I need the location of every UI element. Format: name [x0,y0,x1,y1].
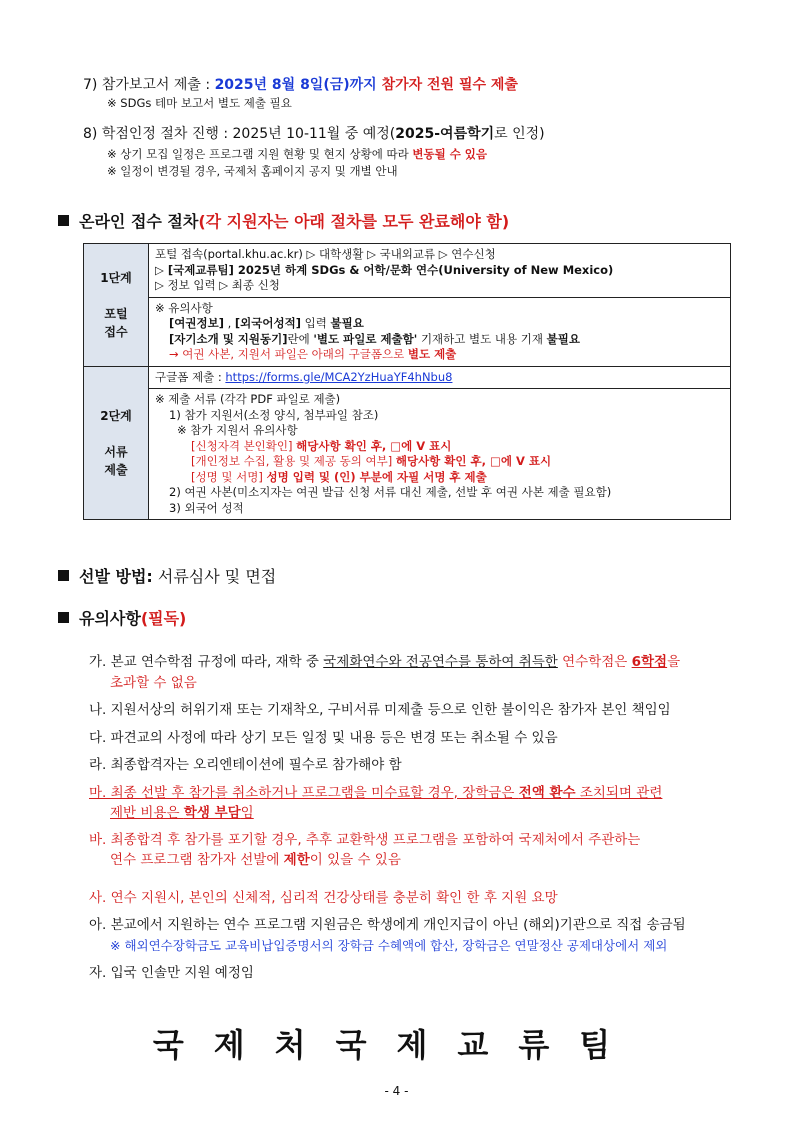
divider [149,388,730,389]
step-2-label: 2단계 서류 제출 [84,366,149,520]
note-ga-cont: 초과할 수 없음 [110,675,197,691]
section-selection-heading: 선발 방법: 서류심사 및 면접 [58,566,276,588]
organization-footer: 국제처국제교류팀 [152,1026,641,1064]
step-2-content: 구글폼 제출 : https://forms.gle/MCA2YzHuaYF4hNbu8 ※ 제출 서류 (각각 PDF 파일로 제출) 1) 참가 지원서(소정 양식, 첨부파일 참조) ※ 참가 지원서 유의사항 [신청자격 본인확인] 해당사항 확인 후, □에 V 표시 [개인정보 수집, 활용 및 제공 동의 여부] 해당사항 확인 후, □에 V 표시 [성명 및 서명] 성명 입력 및 (인) 부분에 자필 서명 후 제출 2) 여권 사본(미소지자는 여권 발급 신청 서류 대신 제출, 선발 후 여권 사본 제출 필요함) 3) 외국어 성적 [149,366,731,520]
section-notes-heading: 유의사항(필독) [58,608,186,630]
step-1-content: 포털 접속(portal.khu.ac.kr) ▷ 대학생활 ▷ 국내외교류 ▷ 연수신청 ▷ [국제교류팀] 2025년 하계 SDGs & 어학/문화 연수(University of New Mexico) ▷ 정보 입력 ▷ 최종 신청 ※ 유의사항 [여권정보] , [외국어성적] 입력 불필요 [자기소개 및 지원동기]란에 '별도 파일로 제출함' 기재하고 별도 내용 기재 불필요 → 여권 사본, 지원서 파일은 아래의 구글폼으로 별도 제출 [149,244,731,367]
note-ja: 자. 입국 인솔만 지원 예정임 [89,965,254,981]
note-ma: 마. 최종 선발 후 참가를 취소하거나 프로그램을 미수료할 경우, 장학금은 전액 환수 조치되며 관련 [89,785,663,801]
step-1-row [84,244,731,367]
note-ra: 라. 최종합격자는 오리엔테이션에 필수로 참가해야 함 [89,757,402,773]
google-form-link[interactable]: https://forms.gle/MCA2YzHuaYF4hNbu8 [225,369,453,384]
note-aa: 아. 본교에서 지원하는 연수 프로그램 지원금은 학생에게 개인지급이 아닌 (해외)기관으로 직접 송금됨 [89,917,686,933]
note-da: 다. 파견교의 사정에 따라 상기 모든 일정 및 내용 등은 변경 또는 취소될 수 있음 [89,730,558,746]
divider [149,297,730,298]
note-sa: 사. 연수 지원시, 본인의 신체적, 심리적 건강상태를 충분히 확인 한 후 지원 요망 [89,890,558,906]
square-bullet-icon [58,570,69,581]
note-ba: 바. 최종합격 후 참가를 포기할 경우, 추후 교환학생 프로그램을 포함하여 국제처에서 주관하는 [89,832,641,848]
report-required: 참가자 전원 필수 제출 [376,77,518,93]
note-ba-cont: 연수 프로그램 참가자 선발에 제한이 있을 수 있음 [110,852,401,868]
item-7-note: ※ SDGs 테마 보고서 별도 제출 필요 [107,96,292,110]
procedure-table [83,243,731,520]
note-ga: 가. 본교 연수학점 규정에 따라, 재학 중 국제화연수와 전공연수를 통하여 취득한 연수학점은 6학점을 [89,654,681,670]
credit-term: 2025-여름학기 [395,126,495,142]
square-bullet-icon [58,612,69,623]
square-bullet-icon [58,215,69,226]
item-8-note-1: ※ 상기 모집 일정은 프로그램 지원 현황 및 현지 상황에 따라 변동될 수 있음 [107,147,488,161]
item-8: 8) 학점인정 절차 진행 : 2025년 10-11월 중 예정(2025-여름학기로 인정) [83,126,545,142]
section-online-heading: 온라인 접수 절차(각 지원자는 아래 절차를 모두 완료해야 함) [58,211,509,233]
note-aa-sub: ※ 해외연수장학금도 교육비납입증명서의 장학금 수혜액에 합산, 장학금은 연말정산 공제대상에서 제외 [110,938,668,953]
item-8-note-2: ※ 일정이 변경될 경우, 국제처 홈페이지 공지 및 개별 안내 [107,164,398,178]
report-deadline: 2025년 8월 8일(금)까지 [214,77,377,93]
item-7: 7) 참가보고서 제출 : 2025년 8월 8일(금)까지 참가자 전원 필수 제출 [83,77,518,93]
note-ma-cont: 제반 비용은 학생 부담임 [110,805,254,821]
note-na: 나. 지원서상의 허위기재 또는 기재착오, 구비서류 미제출 등으로 인한 불이익은 참가자 본인 책임임 [89,702,671,718]
page-number: - 4 - [384,1084,409,1098]
step-2-row [84,366,731,520]
step-1-label: 1단계 포털 접수 [84,244,149,367]
